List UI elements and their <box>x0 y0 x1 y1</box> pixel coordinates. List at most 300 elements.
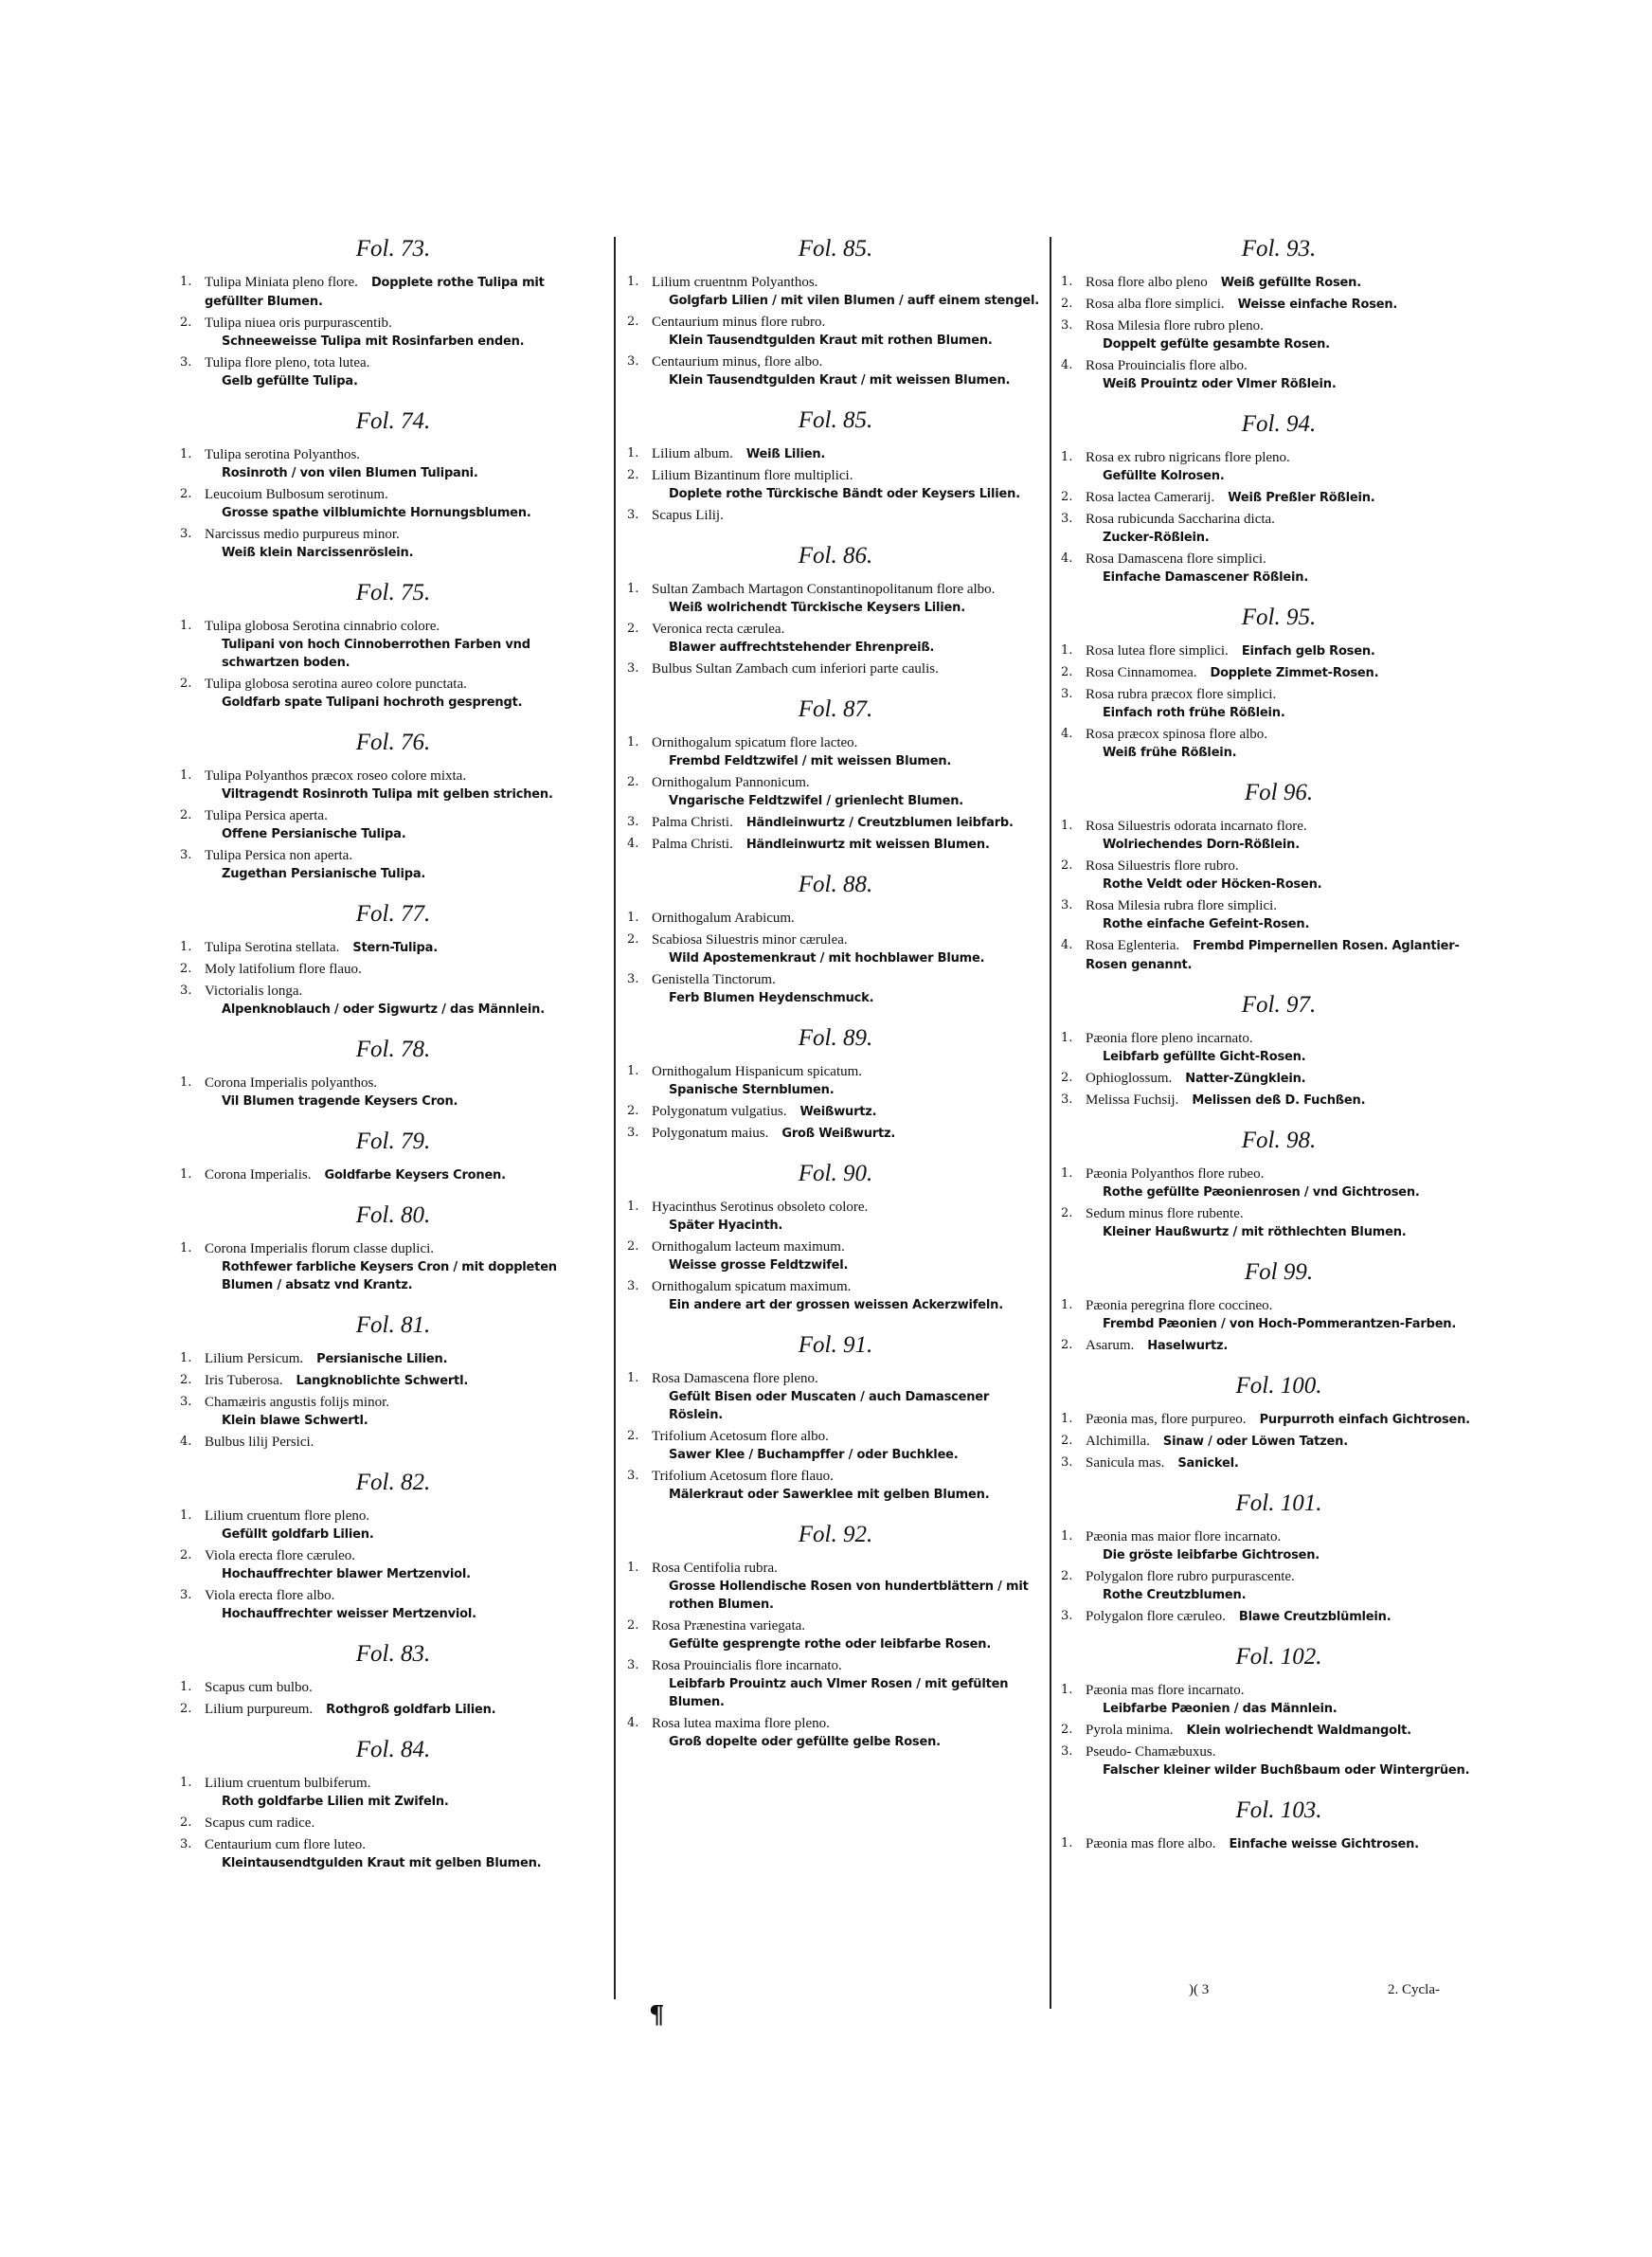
entry-number: 2. <box>1061 1071 1073 1085</box>
german-name: Blawer auffrechtstehender Ehrenpreiß. <box>669 641 935 655</box>
folio-heading: Fol. 85. <box>798 407 873 433</box>
plant-entry <box>627 1369 1044 1424</box>
entry-number: 2. <box>1061 1723 1073 1737</box>
latin-name: Tulipa Persica aperta. <box>205 808 328 823</box>
plant-entry <box>180 1239 606 1294</box>
latin-name: Rosa alba flore simplici. <box>1086 297 1225 312</box>
latin-name: Sultan Zambach Martagon Constantinopolitanum flore albo. <box>652 582 996 597</box>
folio-heading: Fol. 92. <box>798 1522 873 1547</box>
latin-name: Rosa ex rubro nigricans flore pleno. <box>1086 450 1290 465</box>
german-name: Spanische Sternblumen. <box>669 1083 835 1097</box>
folio-section <box>1061 604 1497 762</box>
german-name: Dopplete rothe Tulipa mit gefüllter Blumen. <box>205 276 545 309</box>
plant-entry <box>1061 1296 1497 1333</box>
plant-entry <box>627 1714 1044 1751</box>
entry-number: 4. <box>1061 938 1073 952</box>
entry-number: 2. <box>1061 490 1073 504</box>
plant-entry <box>1061 1336 1497 1355</box>
folio-section <box>627 235 1044 389</box>
plant-entry <box>1061 295 1497 314</box>
german-name: Weisse einfache Rosen. <box>1237 298 1398 312</box>
german-name: Klein Tausendtgulden Kraut mit rothen Blumen. <box>669 334 993 348</box>
plant-entry <box>627 444 1044 463</box>
plant-entry <box>627 1198 1044 1235</box>
plant-entry <box>1061 550 1497 587</box>
german-name: Weiß Lilien. <box>745 447 826 461</box>
entry-number: 1. <box>1061 1683 1073 1697</box>
plant-entry <box>180 1678 606 1697</box>
entry-number: 2. <box>180 1702 192 1716</box>
latin-name: Narcissus medio purpureus minor. <box>205 527 400 542</box>
latin-name: Lilium Bizantinum flore multiplici. <box>652 468 853 483</box>
german-name: Natter-Züngklein. <box>1185 1072 1306 1086</box>
plant-entry <box>180 1507 606 1544</box>
folio-heading: Fol. 94. <box>1241 411 1317 437</box>
latin-name: Rosa Milesia flore rubro pleno. <box>1086 318 1264 334</box>
german-name: Schneeweisse Tulipa mit Rosinfarben enden. <box>222 334 525 349</box>
latin-name: Pæonia mas flore incarnato. <box>1086 1683 1245 1698</box>
latin-name: Pæonia mas maior flore incarnato. <box>1086 1529 1282 1544</box>
entry-number: 2. <box>1061 1338 1073 1352</box>
german-name: Grosse spathe vilblumichte Hornungsblumen. <box>222 506 531 520</box>
latin-name: Pæonia flore pleno incarnato. <box>1086 1031 1253 1046</box>
plant-entry <box>1061 1742 1497 1779</box>
entry-number: 3. <box>627 508 639 522</box>
entry-number: 1. <box>1061 643 1073 658</box>
plant-entry <box>180 1393 606 1430</box>
latin-name: Polygonatum vulgatius. <box>652 1104 787 1119</box>
plant-entry <box>627 1616 1044 1653</box>
latin-name: Tulipa serotina Polyanthos. <box>205 447 361 462</box>
german-name: Grosse Hollendische Rosen von hundertblättern / mit rothen Blumen. <box>669 1580 1029 1612</box>
german-name: Weiß Prouintz oder Vlmer Rößlein. <box>1103 377 1337 391</box>
latin-name: Trifolium Acetosum flore flauo. <box>652 1469 834 1484</box>
latin-name: Corona Imperialis polyanthos. <box>205 1075 378 1091</box>
plant-entry <box>180 1586 606 1623</box>
latin-name: Tulipa niuea oris purpurascentib. <box>205 316 392 331</box>
folio-section <box>1061 1127 1497 1241</box>
latin-name: Scapus Lilij. <box>652 508 724 523</box>
german-name: Frembd Pæonien / von Hoch-Pommerantzen-Farben. <box>1103 1317 1457 1331</box>
latin-name: Rosa flore albo pleno <box>1086 275 1208 290</box>
latin-name: Corona Imperialis florum classe duplici. <box>205 1241 435 1256</box>
folio-section <box>1061 1643 1497 1779</box>
entry-number: 3. <box>627 354 639 369</box>
plant-entry <box>1061 510 1497 547</box>
plant-entry <box>627 1559 1044 1614</box>
german-name: Frembd Pimpernellen Rosen. Aglantier-Rosen genannt. <box>1086 939 1460 972</box>
latin-name: Scapus cum bulbo. <box>205 1680 313 1695</box>
german-name: Sawer Klee / Buchampffer / oder Buchklee. <box>669 1448 959 1462</box>
entry-number: 1. <box>627 446 639 460</box>
entry-number: 3. <box>180 848 192 862</box>
plant-entry <box>1061 857 1497 894</box>
folio-heading: Fol. 97. <box>1241 992 1317 1018</box>
folio-heading: Fol. 80. <box>355 1202 431 1228</box>
plant-entry <box>1061 1721 1497 1740</box>
entry-number: 3. <box>180 1837 192 1851</box>
german-name: Klein wolriechendt Waldmangolt. <box>1186 1724 1411 1738</box>
latin-name: Asarum. <box>1086 1338 1135 1353</box>
latin-name: Viola erecta flore albo. <box>205 1588 335 1603</box>
german-name: Groß Weißwurtz. <box>781 1127 896 1141</box>
plant-entry <box>180 485 606 522</box>
entry-number: 2. <box>627 468 639 482</box>
latin-name: Bulbus lilij Persici. <box>205 1435 314 1450</box>
entry-number: 1. <box>627 1561 639 1575</box>
latin-name: Scapus cum radice. <box>205 1815 315 1831</box>
latin-name: Sedum minus flore rubente. <box>1086 1206 1244 1221</box>
latin-name: Rosa Prouincialis flore incarnato. <box>652 1658 842 1673</box>
entry-number: 1. <box>1061 1836 1073 1851</box>
plant-entry <box>1061 316 1497 353</box>
entry-number: 1. <box>627 735 639 749</box>
entry-number: 2. <box>627 315 639 329</box>
german-name: Rothe einfache Gefeint-Rosen. <box>1103 917 1310 931</box>
column-3 <box>1061 235 1497 1870</box>
entry-number: 2. <box>180 808 192 822</box>
folio-section <box>180 900 606 1019</box>
entry-number: 3. <box>1061 1092 1073 1107</box>
latin-name: Tulipa globosa Serotina cinnabrio colore. <box>205 619 440 634</box>
latin-name: Veronica recta cærulea. <box>652 622 785 637</box>
plant-entry <box>627 1124 1044 1143</box>
latin-name: Melissa Fuchsij. <box>1086 1092 1179 1108</box>
entry-number: 1. <box>180 768 192 783</box>
column-1 <box>180 235 606 1889</box>
latin-name: Pæonia mas flore albo. <box>1086 1836 1216 1851</box>
plant-entry <box>180 314 606 351</box>
folio-section <box>180 1469 606 1623</box>
latin-name: Genistella Tinctorum. <box>652 972 776 987</box>
latin-name: Ornithogalum lacteum maximum. <box>652 1239 845 1255</box>
plant-entry <box>1061 356 1497 393</box>
latin-name: Trifolium Acetosum flore albo. <box>652 1429 829 1444</box>
folio-heading: Fol. 93. <box>1241 236 1317 262</box>
latin-name: Rosa Damascena flore simplici. <box>1086 551 1266 567</box>
folio-heading: Fol. 102. <box>1235 1644 1322 1670</box>
latin-name: Rosa Eglenteria. <box>1086 938 1180 953</box>
entry-number: 3. <box>1061 1455 1073 1470</box>
entry-number: 1. <box>1061 1412 1073 1426</box>
entry-number: 1. <box>627 1371 639 1385</box>
folio-section <box>180 1640 606 1719</box>
folio-section <box>1061 235 1497 393</box>
latin-name: Ornithogalum Pannonicum. <box>652 775 810 790</box>
latin-name: Polygalon flore cæruleo. <box>1086 1609 1226 1624</box>
plant-entry <box>627 1102 1044 1121</box>
plant-entry <box>1061 1527 1497 1564</box>
latin-name: Lilium Persicum. <box>205 1351 304 1366</box>
latin-name: Tulipa Persica non aperta. <box>205 848 353 863</box>
folio-section <box>1061 410 1497 587</box>
entry-number: 1. <box>180 1167 192 1182</box>
latin-name: Scabiosa Siluestris minor cærulea. <box>652 932 848 948</box>
german-name: Falscher kleiner wilder Buchßbaum oder Wintergrüen. <box>1103 1763 1470 1778</box>
latin-name: Chamæiris angustis folijs minor. <box>205 1395 390 1410</box>
folio-section <box>180 1201 606 1294</box>
german-name: Roth goldfarbe Lilien mit Zwifeln. <box>222 1795 449 1809</box>
german-name: Hochauffrechter blawer Mertzenviol. <box>222 1567 471 1581</box>
entry-number: 4. <box>627 837 639 851</box>
plant-entry <box>627 659 1044 678</box>
folio-section <box>627 1521 1044 1751</box>
entry-number: 3. <box>1061 898 1073 912</box>
latin-name: Lilium purpureum. <box>205 1702 314 1717</box>
plant-entry <box>1061 1454 1497 1472</box>
folio-heading: Fol. 73. <box>355 236 431 262</box>
folio-heading: Fol. 103. <box>1235 1797 1322 1823</box>
plant-entry <box>180 1546 606 1583</box>
entry-number: 2. <box>627 1104 639 1118</box>
german-name: Weiß klein Narcissenröslein. <box>222 546 414 560</box>
entry-number: 1. <box>180 447 192 461</box>
plant-entry <box>627 733 1044 770</box>
latin-name: Centaurium cum flore luteo. <box>205 1837 366 1852</box>
latin-name: Rosa lutea flore simplici. <box>1086 643 1229 659</box>
folio-section <box>627 1160 1044 1314</box>
entry-number: 3. <box>627 972 639 986</box>
german-name: Rothe Veldt oder Höcken-Rosen. <box>1103 877 1322 892</box>
german-name: Einfach gelb Rosen. <box>1241 644 1375 659</box>
plant-entry <box>180 960 606 979</box>
german-name: Stern-Tulipa. <box>352 941 438 955</box>
folio-section <box>1061 991 1497 1110</box>
folio-section <box>627 406 1044 525</box>
folio-section <box>180 1311 606 1452</box>
plant-entry <box>627 313 1044 350</box>
entry-number: 1. <box>180 1508 192 1523</box>
german-name: Vngarische Feldtzwifel / grienlecht Blumen. <box>669 794 964 808</box>
entry-number: 2. <box>627 1429 639 1443</box>
plant-entry <box>180 617 606 672</box>
plant-entry <box>180 1349 606 1368</box>
entry-number: 2. <box>180 1548 192 1562</box>
entry-number: 3. <box>627 1658 639 1672</box>
plant-entry <box>180 767 606 803</box>
latin-name: Pæonia peregrina flore coccineo. <box>1086 1298 1273 1313</box>
plant-entry <box>1061 1681 1497 1718</box>
german-name: Klein blawe Schwertl. <box>222 1414 368 1428</box>
entry-number: 3. <box>627 1279 639 1293</box>
plant-entry <box>1061 1410 1497 1429</box>
latin-name: Sanicula mas. <box>1086 1455 1165 1471</box>
latin-name: Tulipa globosa serotina aureo colore punctata. <box>205 677 467 692</box>
plant-entry <box>1061 896 1497 933</box>
folio-heading: Fol 96. <box>1244 780 1314 805</box>
german-name: Wild Apostemenkraut / mit hochblawer Blume. <box>669 951 985 966</box>
folio-heading: Fol. 77. <box>355 901 431 927</box>
entry-number: 3. <box>180 984 192 998</box>
plant-entry <box>627 506 1044 525</box>
entry-number: 4. <box>627 1716 639 1730</box>
german-name: Offene Persianische Tulipa. <box>222 827 406 841</box>
latin-name: Tulipa Miniata pleno flore. <box>205 275 358 290</box>
german-name: Kleiner Haußwurtz / mit röthlechten Blumen. <box>1103 1225 1407 1239</box>
plant-entry <box>1061 1091 1497 1110</box>
latin-name: Palma Christi. <box>652 815 733 830</box>
column-rule-right <box>1050 237 1051 2009</box>
folio-section <box>627 1024 1044 1143</box>
german-name: Gefüllt goldfarb Lilien. <box>222 1527 374 1542</box>
folio-heading: Fol. 91. <box>798 1332 873 1358</box>
entry-number: 3. <box>180 527 192 541</box>
entry-number: 1. <box>180 1241 192 1255</box>
latin-name: Bulbus Sultan Zambach cum inferiori parte caulis. <box>652 661 939 677</box>
german-name: Rothe gefüllte Pæonienrosen / vnd Gichtrosen. <box>1103 1185 1420 1200</box>
plant-entry <box>627 352 1044 389</box>
plant-entry <box>180 806 606 843</box>
plant-entry <box>180 675 606 712</box>
german-name: Alpenknoblauch / oder Sigwurtz / das Männlein. <box>222 1002 545 1017</box>
plant-entry <box>1061 273 1497 292</box>
latin-name: Centaurium minus, flore albo. <box>652 354 823 370</box>
entry-number: 2. <box>1061 1434 1073 1448</box>
plant-entry <box>1061 1029 1497 1066</box>
plant-entry <box>180 1774 606 1811</box>
folio-heading: Fol. 89. <box>798 1025 873 1051</box>
latin-name: Iris Tuberosa. <box>205 1373 283 1388</box>
plant-entry <box>627 1656 1044 1711</box>
column-2 <box>627 235 1044 1768</box>
german-name: Rothgroß goldfarb Lilien. <box>326 1703 496 1717</box>
latin-name: Rosa lactea Camerarij. <box>1086 490 1215 505</box>
german-name: Dopplete Zimmet-Rosen. <box>1210 666 1379 680</box>
entry-number: 3. <box>180 1588 192 1602</box>
latin-name: Rosa rubra præcox flore simplici. <box>1086 687 1277 702</box>
entry-number: 1. <box>180 619 192 633</box>
plant-entry <box>180 1835 606 1872</box>
plant-entry <box>627 1277 1044 1314</box>
entry-number: 1. <box>1061 1031 1073 1045</box>
entry-number: 4. <box>1061 551 1073 566</box>
german-name: Rothfewer farbliche Keysers Cron / mit doppleten Blumen / absatz vnd Krantz. <box>222 1260 557 1292</box>
folio-heading: Fol. 76. <box>355 730 431 755</box>
plant-entry <box>180 982 606 1019</box>
entry-number: 3. <box>627 1469 639 1483</box>
german-name: Ein andere art der grossen weissen Ackerzwifeln. <box>669 1298 1003 1312</box>
latin-name: Centaurium minus flore rubro. <box>652 315 826 330</box>
folio-section <box>627 871 1044 1007</box>
plant-entry <box>1061 1432 1497 1451</box>
entry-number: 1. <box>627 1200 639 1214</box>
plant-entry <box>627 466 1044 503</box>
folio-heading: Fol. 90. <box>798 1161 873 1186</box>
entry-number: 2. <box>1061 297 1073 311</box>
folio-heading: Fol. 87. <box>798 696 873 722</box>
folio-section <box>1061 1372 1497 1472</box>
latin-name: Lilium album. <box>652 446 733 461</box>
latin-name: Tulipa flore pleno, tota lutea. <box>205 355 370 370</box>
folio-heading: Fol. 101. <box>1235 1490 1322 1516</box>
entry-number: 4. <box>1061 358 1073 372</box>
latin-name: Lilium cruentum flore pleno. <box>205 1508 370 1524</box>
entry-number: 3. <box>1061 1744 1073 1759</box>
latin-name: Ornithogalum Hispanicum spicatum. <box>652 1064 863 1079</box>
latin-name: Polygonatum maius. <box>652 1126 769 1141</box>
folio-heading: Fol. 83. <box>355 1641 431 1667</box>
folio-section <box>180 1128 606 1184</box>
plant-entry <box>180 525 606 562</box>
entry-number: 2. <box>627 932 639 947</box>
latin-name: Rosa præcox spinosa flore albo. <box>1086 727 1268 742</box>
german-name: Persianische Lilien. <box>316 1352 448 1366</box>
german-name: Händleinwurtz / Creutzblumen leibfarb. <box>745 816 1014 830</box>
german-name: Wolriechendes Dorn-Rößlein. <box>1103 838 1300 852</box>
plant-entry <box>627 1062 1044 1099</box>
entry-number: 1. <box>627 911 639 925</box>
german-name: Gefülte gesprengte rothe oder leibfarbe Rosen. <box>669 1637 992 1652</box>
plant-entry <box>1061 1567 1497 1604</box>
latin-name: Tulipa Serotina stellata. <box>205 940 340 955</box>
german-name: Gefült Bisen oder Muscaten / auch Damascener Röslein. <box>669 1390 990 1422</box>
entry-number: 2. <box>627 622 639 636</box>
german-name: Weisse grosse Feldtzwifel. <box>669 1258 849 1273</box>
plant-entry <box>627 909 1044 928</box>
entry-number: 1. <box>627 275 639 289</box>
folio-heading: Fol. 75. <box>355 580 431 605</box>
plant-entry <box>1061 448 1497 485</box>
entry-number: 2. <box>180 677 192 691</box>
german-name: Leibfarbe Pæonien / das Männlein. <box>1103 1702 1338 1716</box>
folio-heading: Fol 99. <box>1244 1259 1314 1285</box>
german-name: Purpurroth einfach Gichtrosen. <box>1259 1413 1470 1427</box>
entry-number: 2. <box>1061 858 1073 873</box>
latin-name: Ornithogalum spicatum flore lacteo. <box>652 735 858 750</box>
german-name: Melissen deß D. Fuchßen. <box>1192 1093 1366 1108</box>
entry-number: 1. <box>1061 819 1073 833</box>
plant-entry <box>180 1074 606 1110</box>
plant-entry <box>1061 1165 1497 1201</box>
german-name: Rothe Creutzblumen. <box>1103 1588 1247 1602</box>
entry-number: 1. <box>1061 450 1073 464</box>
german-name: Später Hyacinth. <box>669 1219 783 1233</box>
german-name: Viltragendt Rosinroth Tulipa mit gelben strichen. <box>222 787 553 802</box>
german-name: Leibfarb gefüllte Gicht-Rosen. <box>1103 1050 1306 1064</box>
latin-name: Rosa Milesia rubra flore simplici. <box>1086 898 1278 913</box>
entry-number: 2. <box>627 1618 639 1633</box>
plant-entry <box>627 620 1044 657</box>
folio-section <box>180 1736 606 1872</box>
entry-number: 4. <box>1061 727 1073 741</box>
latin-name: Lilium cruentnm Polyanthos. <box>652 275 818 290</box>
plant-entry <box>627 930 1044 967</box>
entry-number: 2. <box>180 487 192 501</box>
plant-entry <box>1061 936 1497 974</box>
folio-section <box>1061 779 1497 974</box>
latin-name: Rosa Siluestris flore rubro. <box>1086 858 1239 874</box>
latin-name: Viola erecta flore cæruleo. <box>205 1548 356 1563</box>
german-name: Weiß Preßler Rößlein. <box>1228 491 1375 505</box>
folio-section <box>627 542 1044 678</box>
latin-name: Ornithogalum spicatum maximum. <box>652 1279 852 1294</box>
plant-entry <box>627 580 1044 617</box>
entry-number: 1. <box>627 582 639 596</box>
german-name: Die gröste leibfarbe Gichtrosen. <box>1103 1548 1320 1562</box>
plant-entry <box>1061 641 1497 660</box>
latin-name: Pæonia mas, flore purpureo. <box>1086 1412 1247 1427</box>
entry-number: 1. <box>1061 275 1073 289</box>
latin-name: Rosa rubicunda Saccharina dicta. <box>1086 512 1275 527</box>
german-name: Leibfarb Prouintz auch Vlmer Rosen / mit gefülten Blumen. <box>669 1677 1009 1709</box>
german-name: Rosinroth / von vilen Blumen Tulipani. <box>222 466 478 480</box>
folio-heading: Fol. 79. <box>355 1128 431 1154</box>
latin-name: Pæonia Polyanthos flore rubeo. <box>1086 1166 1265 1182</box>
plant-entry <box>1061 817 1497 854</box>
latin-name: Hyacinthus Serotinus obsoleto colore. <box>652 1200 869 1215</box>
plant-entry <box>627 773 1044 810</box>
latin-name: Rosa Prænestina variegata. <box>652 1618 806 1634</box>
